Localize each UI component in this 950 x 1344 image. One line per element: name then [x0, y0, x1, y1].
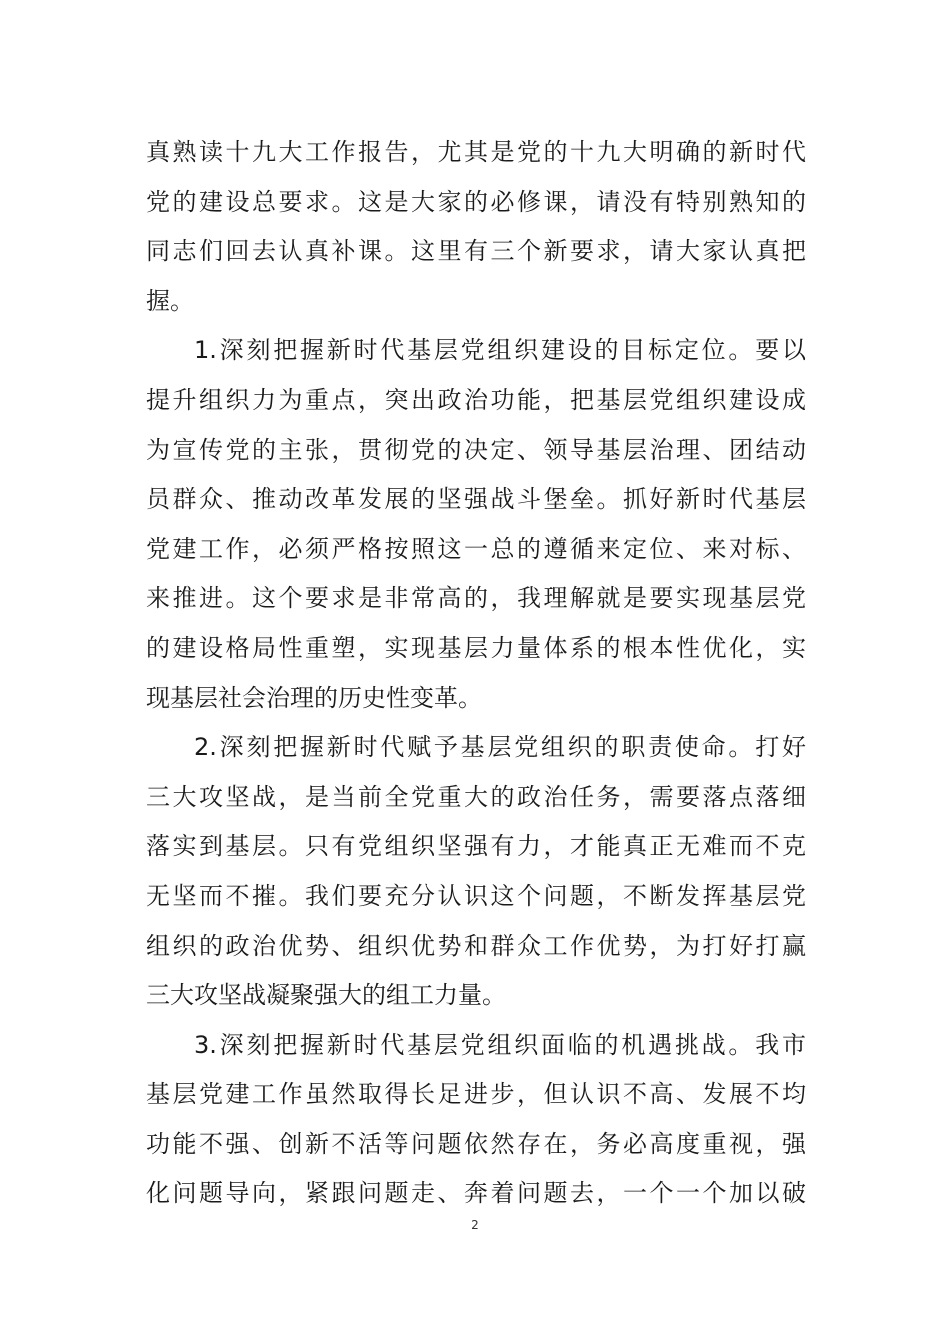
- text-line: 三大攻坚战凝聚强大的组工力量。: [146, 981, 506, 1010]
- text-line: 为宣传党的主张，贯彻党的决定、领导基层治理、团结动: [146, 435, 806, 464]
- text-line: 握。: [146, 286, 194, 315]
- paragraph-heading-1: 1.深刻把握新时代基层党组织建设的目标定位。要以: [194, 336, 806, 365]
- text-line: 无坚而不摧。我们要充分认识这个问题，不断发挥基层党: [146, 881, 806, 910]
- text-line: 三大攻坚战，是当前全党重大的政治任务，需要落点落细: [146, 782, 806, 811]
- text-line: 化问题导向，紧跟问题走、奔着问题去，一个一个加以破: [146, 1179, 806, 1208]
- text-line: 的建设格局性重塑，实现基层力量体系的根本性优化，实: [146, 633, 806, 662]
- text-line: 同志们回去认真补课。这里有三个新要求，请大家认真把: [146, 237, 806, 266]
- text-line: 员群众、推动改革发展的坚强战斗堡垒。抓好新时代基层: [146, 485, 806, 514]
- text-line: 基层党建工作虽然取得长足进步，但认识不高、发展不均: [146, 1080, 806, 1109]
- text-line: 组织的政治优势、组织优势和群众工作优势，为打好打赢: [146, 931, 806, 960]
- text-line: 来推进。这个要求是非常高的，我理解就是要实现基层党: [146, 584, 806, 613]
- text-line: 真熟读十九大工作报告，尤其是党的十九大明确的新时代: [146, 138, 806, 166]
- text-line: 党的建设总要求。这是大家的必修课，请没有特别熟知的: [146, 187, 806, 216]
- page-number: 2: [471, 1218, 479, 1232]
- paragraph-heading-2: 2.深刻把握新时代赋予基层党组织的职责使命。打好: [194, 733, 806, 762]
- text-line: 落实到基层。只有党组织坚强有力，才能真正无难而不克: [146, 832, 806, 861]
- text-line: 现基层社会治理的历史性变革。: [146, 683, 482, 712]
- body-text: [146, 128, 806, 1219]
- text-line: 党建工作，必须严格按照这一总的遵循来定位、来对标、: [146, 534, 806, 563]
- paragraph-heading-3: 3.深刻把握新时代基层党组织面临的机遇挑战。我市: [194, 1030, 806, 1059]
- text-line: 功能不强、创新不活等问题依然存在，务必高度重视，强: [146, 1129, 806, 1158]
- text-line: 提升组织力为重点，突出政治功能，把基层党组织建设成: [146, 385, 806, 414]
